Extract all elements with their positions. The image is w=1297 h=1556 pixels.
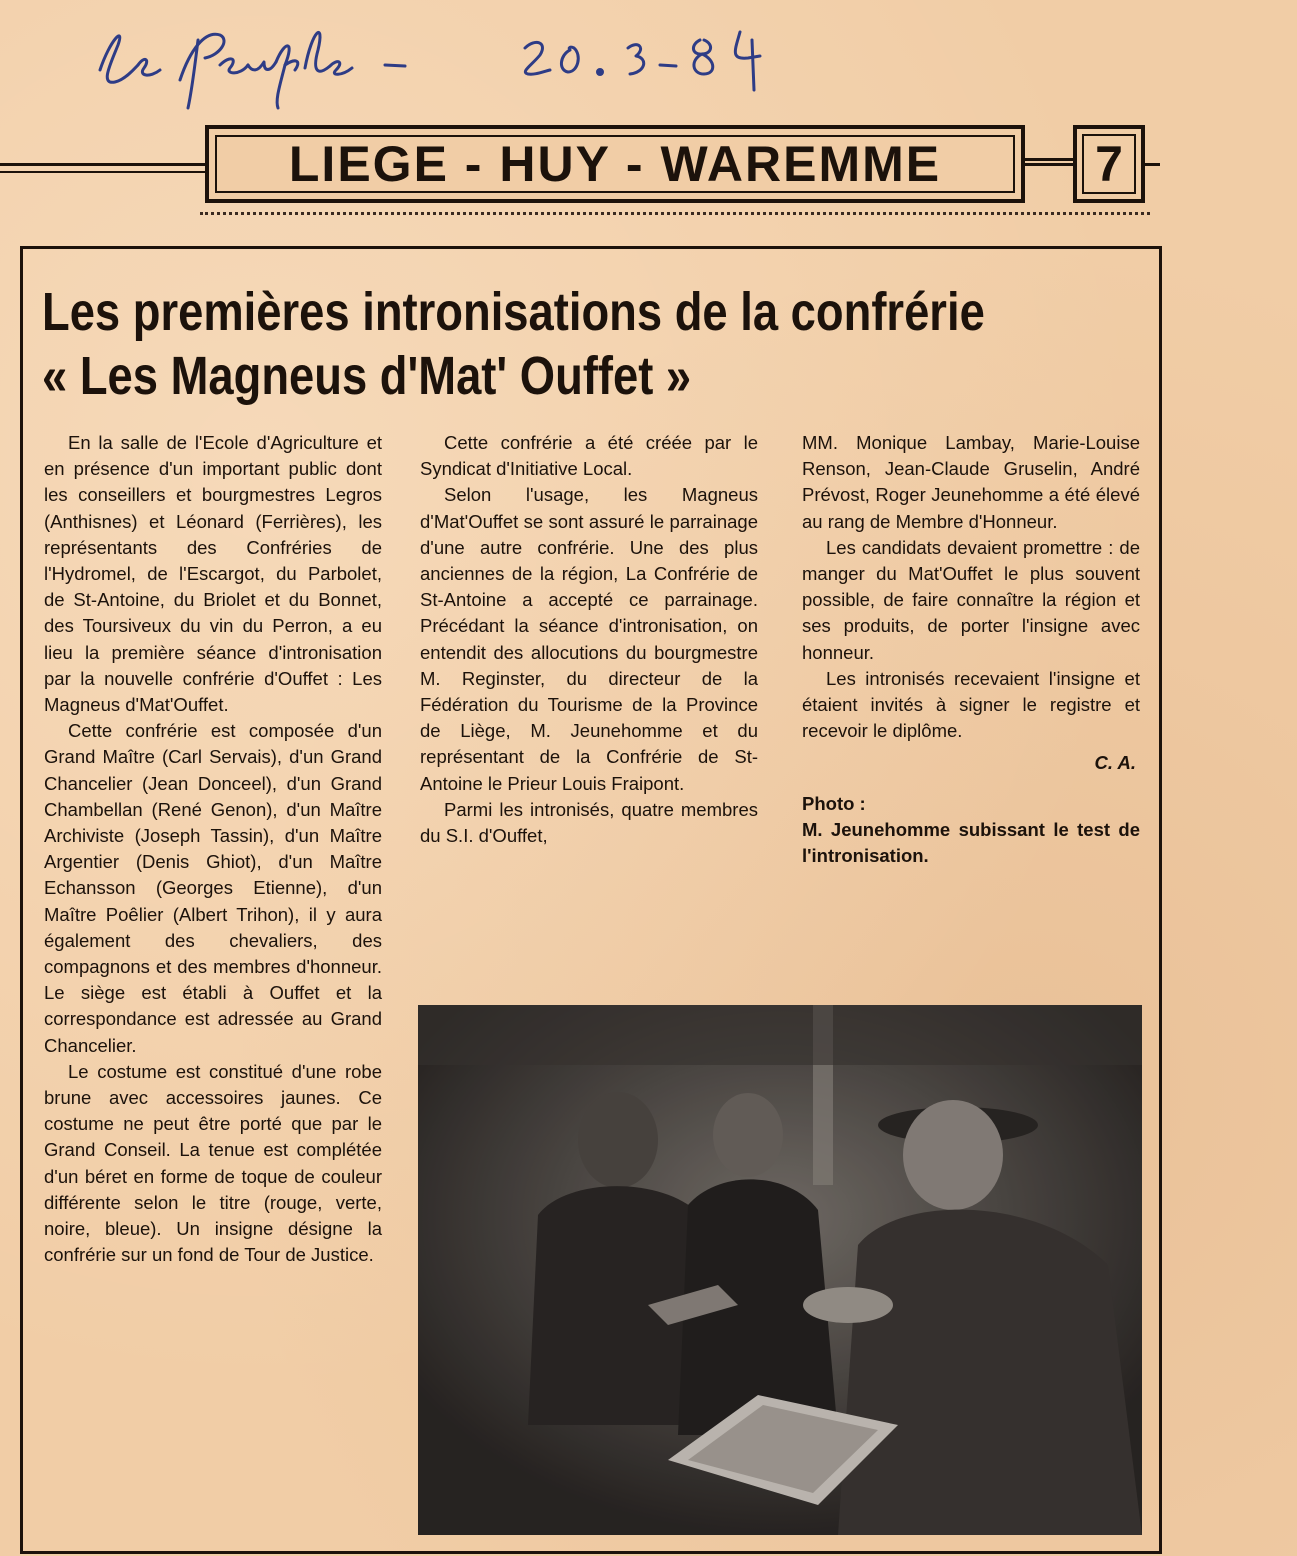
handwriting-strokes: [80, 10, 780, 110]
dotted-separator: [200, 212, 1150, 215]
headline-line-1: Les premières intronisations de la confrérie: [42, 282, 985, 342]
author-signature: C. A.: [1094, 752, 1136, 774]
article-headline: [42, 280, 985, 408]
paragraph: Les intronisés recevaient l'insigne et étaient invités à signer le registre et recevoir le diplôme.: [802, 667, 1140, 742]
paragraph: En la salle de l'Ecole d'Agriculture et en présence d'un important public dont les conseillers et bourgmestres Legros (Anthisnes) et Léonard (Ferrières), les représentants des Confréries de l'Hydromel, de l'Escargot, du Parbolet, de St-Antoine, du Briolet et du Bonnet, des Toursiveux du vin du Perron, a eu lieu la première séance d'intronisation par la nouvelle confrérie d'Ouffet : Les Magneus d'Mat'Ouffet.: [44, 432, 382, 716]
photo-label: Photo :: [802, 792, 866, 814]
header-rule-secondary: [0, 171, 205, 173]
paragraph: MM. Monique Lambay, Marie-Louise Renson, Jean-Claude Gruselin, André Prévost, Roger Jeunehomme a été élevé au rang de Membre d'Honneur.: [802, 432, 1140, 532]
page-number-box: [1073, 125, 1145, 203]
paragraph: Cette confrérie est composée d'un Grand Maître (Carl Servais), d'un Grand Chancelier (Jean Donceel), d'un Grand Chambellan (René Genon), d'un Maître Archiviste (Joseph Tassin), d'un Maître Argentier (Denis Ghiot), d'un Maître Echansson (Georges Etienne), d'un Maître Poêlier (Albert Trihon), il y aura également des chevaliers, des compagnons et des membres d'honneur. Le siège est établi à Ouffet et la correspondance est adressée au Grand Chancelier.: [44, 720, 382, 1056]
paragraph: Les candidats devaient promettre : de manger du Mat'Ouffet le plus souvent possible, de faire connaître la région et ses produits, de porter l'insigne avec honneur.: [802, 536, 1140, 663]
paragraph: Cette confrérie a été créée par le Syndicat d'Initiative Local.: [420, 432, 758, 480]
header-connector: [1025, 158, 1073, 161]
article-photo: [418, 1005, 1142, 1535]
page-number: 7: [1095, 136, 1123, 192]
article-column-3: [802, 430, 1140, 869]
section-header-box: [205, 125, 1025, 203]
paragraph: Parmi les intronisés, quatre membres du S.I. d'Ouffet,: [420, 798, 758, 847]
article-column-2: [420, 430, 758, 849]
handwritten-annotation: [80, 10, 780, 110]
headline-line-2: « Les Magneus d'Mat' Ouffet »: [42, 346, 692, 406]
photo-caption: M. Jeunehomme subissant le test de l'intronisation.: [802, 818, 1140, 867]
paragraph: Le costume est constitué d'une robe brune avec accessoires jaunes. Ce costume ne peut être porté que par le Grand Conseil. La tenue est complétée d'un béret en forme de toque de couleur différente selon le titre (rouge, verte, noire, bleue). Un insigne désigne la confrérie sur un fond de Tour de Justice.: [44, 1060, 382, 1266]
photo-scene: [418, 1005, 1142, 1535]
section-title: LIEGE - HUY - WAREMME: [288, 136, 942, 192]
article-column-1: [44, 430, 382, 1269]
paragraph: Selon l'usage, les Magneus d'Mat'Ouffet se sont assuré le parrainage d'une autre confrérie. Une des plus anciennes de la région, La Confrérie de St-Antoine a accepté ce parrainage. Précédant la séance d'intronisation, on entendit des allocutions du bourgmestre M. Reginster, du directeur de la Fédération du Tourisme de la Province de Liège, M. Jeunehomme et du représentant de la Confrérie de St-Antoine le Prieur Louis Fraipont.: [420, 484, 758, 794]
